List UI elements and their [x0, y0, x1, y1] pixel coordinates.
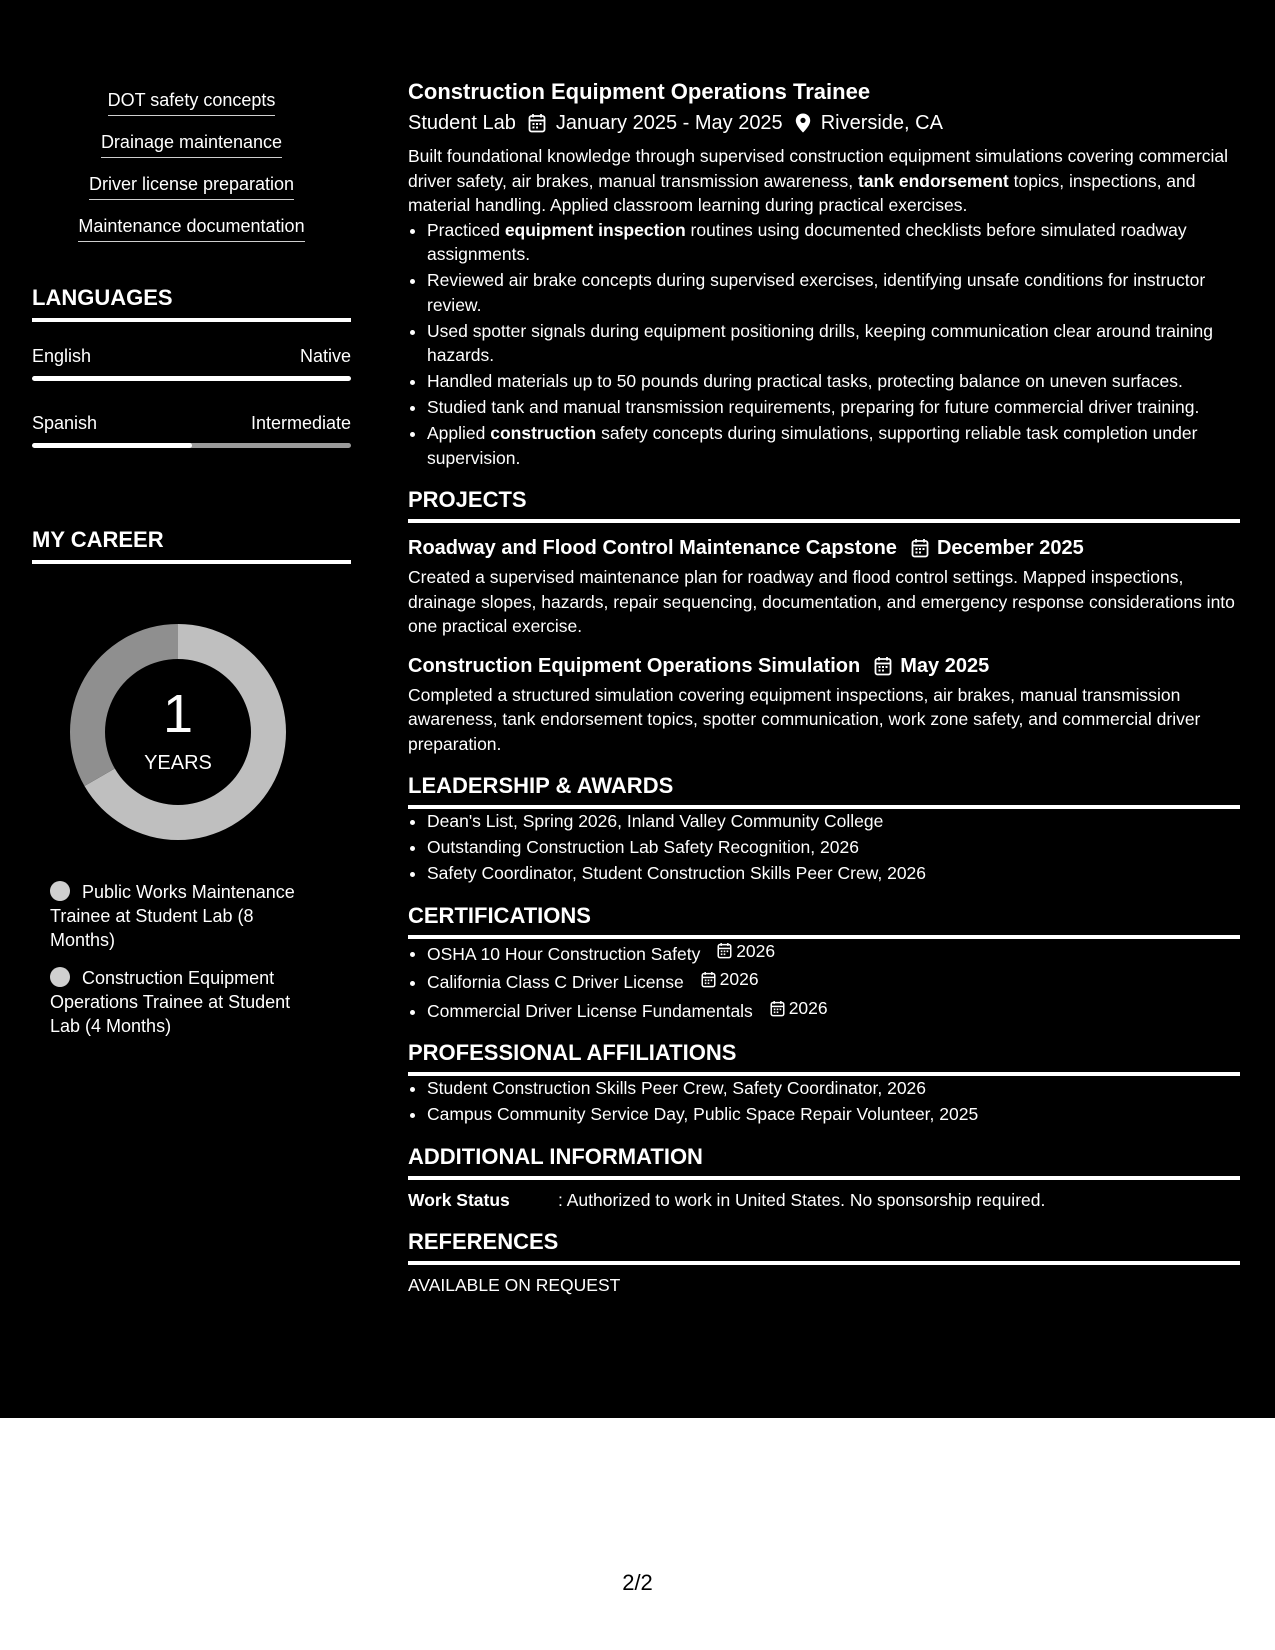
project-description: Completed a structured simulation covering equipment inspections, air brakes, manual transmission awareness, tank endorsement topics, spotter communication, work zone safety, and commercial driver preparation.	[408, 684, 1201, 754]
summary-bold: tank endorsement	[858, 170, 1009, 191]
summary-text: Built foundational knowledge through supervised construction equipment simulations covering commercial driver safety, air brakes, manual transmission awareness,	[408, 146, 1229, 191]
project-title-row	[408, 535, 1240, 561]
sidebar	[0, 0, 383, 1418]
language-name: Spanish	[32, 413, 98, 433]
bullet-text: safety concepts during simulations, supporting reliable task completion under supervision.	[427, 423, 1198, 468]
job-meta	[408, 110, 1240, 136]
main-content	[408, 78, 1240, 1297]
bullet-text: routines using documented checklists before simulated roadway assignments.	[427, 219, 1187, 264]
additional-info-heading: ADDITIONAL INFORMATION	[408, 1143, 1240, 1180]
list-item: • Outstanding Construction Lab Safety Recognition, 2026	[427, 835, 1240, 860]
summary-text: topics, inspections, and material handling. Applied classroom learning during practical exercises.	[408, 170, 1196, 215]
project-title-row	[408, 653, 1240, 679]
job-summary	[408, 144, 1240, 218]
career-years-value: 1	[162, 684, 194, 744]
project-entry	[408, 535, 1240, 639]
list-item	[427, 421, 1240, 470]
page-number: 2/2	[622, 1570, 653, 1595]
map-pin-icon	[795, 113, 811, 133]
skill-item: Driver license preparation	[89, 172, 294, 200]
job-bullets	[408, 218, 1240, 471]
career-item-text: Public Works Maintenance Trainee at Student Lab (8 Months)	[50, 882, 295, 950]
calendar-icon	[874, 656, 892, 676]
certification-name: OSHA 10 Hour Construction Safety	[427, 943, 701, 964]
language-bar	[32, 376, 351, 381]
languages-heading: LANGUAGES	[32, 284, 351, 322]
language-bar	[32, 443, 351, 448]
certification-date: 2026	[736, 940, 776, 961]
references-heading: REFERENCES	[408, 1228, 1240, 1265]
list-item: • Dean's List, Spring 2026, Inland Valley Community College	[427, 809, 1240, 834]
certifications-heading: CERTIFICATIONS	[408, 902, 1240, 939]
languages-section	[32, 284, 351, 448]
list-item: • Safety Coordinator, Student Construction Skills Peer Crew, 2026	[427, 861, 1240, 886]
skill-item: Drainage maintenance	[101, 130, 282, 158]
project-date: December 2025	[936, 537, 1084, 559]
certification-date-group	[717, 939, 775, 964]
career-heading: MY CAREER	[32, 526, 351, 564]
language-row	[32, 411, 351, 435]
affiliations-heading: PROFESSIONAL AFFILIATIONS	[408, 1039, 1240, 1076]
list-item	[427, 967, 1240, 994]
language-bar-fill	[32, 376, 351, 381]
bullet-bold: equipment inspection	[504, 219, 686, 240]
career-years-label: YEARS	[144, 752, 212, 774]
experience-entry	[408, 78, 1240, 470]
bullet-bold: construction	[490, 423, 597, 443]
language-name: English	[32, 346, 92, 366]
calendar-icon	[770, 1000, 785, 1017]
skills-list	[32, 88, 351, 256]
work-status-value: : Authorized to work in United States. No sponsorship required.	[558, 1189, 1046, 1210]
bullet-text: Practiced	[427, 219, 505, 240]
projects-heading: PROJECTS	[408, 486, 1240, 523]
references-text: AVAILABLE ON REQUEST	[408, 1274, 621, 1295]
project-description: Created a supervised maintenance plan for roadway and flood control settings. Mapped inspections, drainage slopes, hazards, repair sequencing, documentation, and emergency response considerations into one practical exercise.	[408, 567, 1235, 636]
awards-heading: LEADERSHIP & AWARDS	[408, 772, 1240, 809]
skill-item: Maintenance documentation	[78, 214, 304, 242]
list-item: • Handled materials up to 50 pounds during practical tasks, protecting balance on uneven surfaces.	[427, 369, 1240, 394]
project-title: Roadway and Flood Control Maintenance Capstone	[408, 537, 897, 559]
bullet-text: Applied	[427, 423, 491, 443]
bullet-dot-icon	[50, 881, 70, 901]
language-row	[32, 344, 351, 368]
job-dates: January 2025 - May 2025	[555, 112, 783, 134]
career-donut-chart	[64, 618, 292, 846]
list-item: • Studied tank and manual transmission requirements, preparing for future commercial driver training.	[427, 395, 1240, 420]
skill-item: DOT safety concepts	[108, 88, 276, 116]
career-item	[50, 880, 320, 952]
work-status-row	[408, 1188, 1240, 1212]
career-section	[32, 526, 351, 564]
bullet-dot-icon	[50, 967, 70, 987]
certification-date-group	[770, 996, 828, 1021]
career-item	[50, 966, 320, 1038]
list-item	[427, 939, 1240, 966]
work-status-label: Work Status	[408, 1189, 510, 1210]
certification-date: 2026	[788, 998, 828, 1018]
list-item: • Student Construction Skills Peer Crew, Safety Coordinator, 2026	[427, 1076, 1240, 1101]
job-title: Construction Equipment Operations Trainee	[408, 79, 871, 104]
career-item-text: Construction Equipment Operations Trainee at Student Lab (4 Months)	[50, 968, 291, 1036]
company-name: Student Lab	[408, 112, 516, 134]
project-date: May 2025	[900, 654, 990, 677]
list-item: • Reviewed air brake concepts during supervised exercises, identifying unsafe conditions for instructor review.	[427, 268, 1240, 317]
certification-name: California Class C Driver License	[427, 972, 684, 992]
certifications-list	[408, 939, 1240, 1024]
list-item: • Used spotter signals during equipment positioning drills, keeping communication clear around training hazards.	[427, 319, 1240, 368]
job-location: Riverside, CA	[820, 112, 943, 134]
affiliations-list	[408, 1076, 1240, 1127]
calendar-icon	[911, 538, 929, 558]
project-entry	[408, 653, 1240, 757]
calendar-icon	[717, 942, 732, 959]
calendar-icon	[528, 113, 546, 133]
certification-date: 2026	[719, 969, 759, 990]
list-item	[427, 218, 1240, 267]
list-item: • Campus Community Service Day, Public Space Repair Volunteer, 2025	[427, 1102, 1240, 1127]
certification-name: Commercial Driver License Fundamentals	[427, 1000, 753, 1021]
certification-date-group	[701, 967, 759, 992]
language-level: Intermediate	[250, 413, 351, 433]
language-bar-fill	[32, 443, 192, 448]
calendar-icon	[701, 971, 716, 988]
career-list	[50, 880, 320, 1052]
language-level: Native	[299, 346, 351, 366]
awards-list	[408, 809, 1240, 886]
project-title: Construction Equipment Operations Simulation	[408, 654, 861, 677]
list-item	[427, 996, 1240, 1023]
